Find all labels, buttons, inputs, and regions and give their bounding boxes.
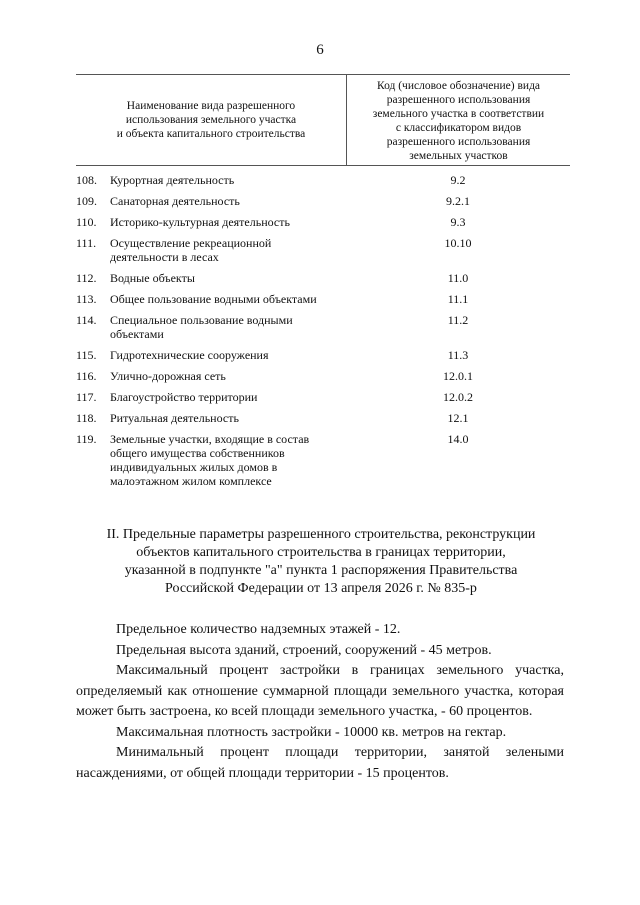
header-name-cell xyxy=(76,75,346,165)
table-row xyxy=(76,348,570,362)
table-row xyxy=(76,271,570,285)
row-number: 116. xyxy=(76,369,97,383)
paragraph: Максимальный процент застройки в границах земельного участка, определяемый как отношение суммарной площади земельного участка, которая может быть застроена, ко всей площади земельного участка, - 60 процентов. xyxy=(76,663,564,719)
row-name: Водные объекты xyxy=(110,271,195,285)
row-code: 12.1 xyxy=(447,411,469,425)
row-number: 110. xyxy=(76,215,97,229)
row-name: Историко-культурная деятельность xyxy=(110,215,290,229)
header-name-text: Наименование вида разрешенного использования земельного участка и объекта капитального строительства xyxy=(116,100,306,140)
row-number: 108. xyxy=(76,173,97,187)
row-code: 14.0 xyxy=(447,432,469,446)
row-code: 10.10 xyxy=(444,236,472,250)
paragraph: Минимальный процент площади территории, занятой зелеными насаждениями, от общей площади территории - 15 процентов. xyxy=(76,745,564,781)
table-row xyxy=(76,369,570,383)
table-row xyxy=(76,292,570,306)
table-row xyxy=(76,236,570,264)
row-number: 112. xyxy=(76,271,97,285)
paragraph: Предельная высота зданий, строений, сооружений - 45 метров. xyxy=(116,642,492,658)
row-name: Улично-дорожная сеть xyxy=(110,369,226,383)
row-name: Специальное пользование водными объектами xyxy=(110,313,293,341)
row-name: Общее пользование водными объектами xyxy=(110,292,317,306)
row-code: 11.0 xyxy=(447,271,469,285)
row-code: 11.1 xyxy=(447,292,469,306)
row-number: 118. xyxy=(76,411,97,425)
paragraph: Максимальная плотность застройки - 10000 кв. метров на гектар. xyxy=(116,724,507,740)
row-name: Земельные участки, входящие в состав общего имущества собственников индивидуальных жилых домов в малоэтажном жилом комплексе xyxy=(110,432,310,488)
row-name: Осуществление рекреационной деятельности в лесах xyxy=(110,236,272,264)
row-name: Курортная деятельность xyxy=(110,173,235,187)
table-body xyxy=(76,173,570,488)
table-row xyxy=(76,411,570,425)
table-row xyxy=(76,194,570,208)
header-code-cell: Код (числовое обозначение) вида разрешенного использования земельного участка в соответствии с классификатором видов разрешенного использования земельных участков xyxy=(346,75,570,165)
table-header xyxy=(76,74,570,166)
row-code: 9.2.1 xyxy=(446,194,470,208)
table-row xyxy=(76,432,570,488)
paragraph: Предельное количество надземных этажей - 12. xyxy=(116,622,401,637)
row-number: 113. xyxy=(76,292,97,306)
row-number: 109. xyxy=(76,194,97,208)
row-name: Благоустройство территории xyxy=(110,390,258,404)
row-code: 11.2 xyxy=(447,313,469,327)
body-text xyxy=(76,620,564,784)
row-code: 9.3 xyxy=(450,215,466,229)
row-code: 9.2 xyxy=(450,173,466,187)
page-number: 6 xyxy=(316,42,324,58)
row-number: 111. xyxy=(76,236,97,250)
row-number: 119. xyxy=(76,432,97,446)
table-row xyxy=(76,390,570,404)
table-row xyxy=(76,313,570,341)
table-row xyxy=(76,215,570,229)
row-name: Ритуальная деятельность xyxy=(110,411,239,425)
row-name: Санаторная деятельность xyxy=(110,194,240,208)
row-number: 115. xyxy=(76,348,97,362)
row-number: 117. xyxy=(76,390,97,404)
row-code: 12.0.2 xyxy=(443,390,473,404)
table-row xyxy=(76,173,570,187)
section-heading: II. Предельные параметры разрешенного строительства, реконструкции объектов капитального строительства в границах территории, указанной в подпункте "а" пункта 1 распоряжения Правительства Российской Федерации от 13 апреля 2026 г. № 835-р xyxy=(106,527,536,596)
row-code: 11.3 xyxy=(447,348,469,362)
land-use-table xyxy=(76,74,570,495)
row-name: Гидротехнические сооружения xyxy=(110,348,269,362)
row-number: 114. xyxy=(76,313,97,327)
row-code: 12.0.1 xyxy=(443,369,473,383)
